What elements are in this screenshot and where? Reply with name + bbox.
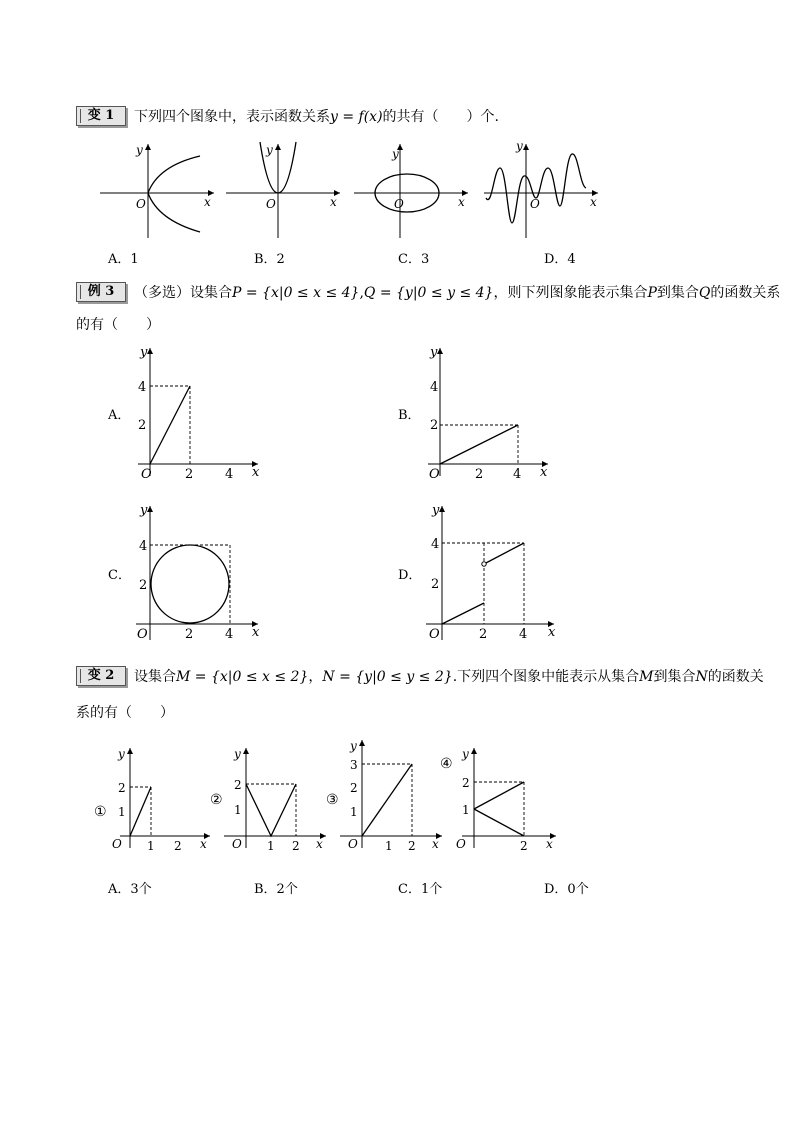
variant-2-graph-4-y: y: [462, 747, 469, 761]
example-3-graph-c-xtick-4: 4: [225, 627, 234, 642]
example-3-graph-d: [422, 500, 562, 646]
example-3-graph-a-origin: O: [141, 467, 152, 482]
example-3-graph-d-x: x: [548, 625, 556, 640]
variant-2-graph-2-label: ②: [210, 792, 223, 808]
variant-2-option-d: D．0个: [544, 882, 589, 897]
variant-2-graph-3-y: y: [350, 739, 357, 753]
example-3-graph-c-origin: O: [137, 627, 148, 642]
example-3-graph-c-y: y: [140, 503, 148, 518]
variant-2-graph-3-origin: O: [348, 837, 358, 851]
example-3-graph-a-xtick-2: 2: [185, 467, 194, 482]
variant-1-tag: 变 1: [76, 106, 126, 126]
example-3-set-q: Q = {y|0 ≤ y ≤ 4}: [363, 285, 494, 301]
example-3-graph-c: [132, 500, 266, 646]
variant-2-graph-1-ytick-2: 2: [118, 781, 126, 795]
variant-1-graph-b-origin: O: [266, 197, 276, 211]
example-3-tag: 例 3: [76, 282, 126, 302]
example-3-to: 到集合: [656, 285, 699, 301]
variant-2-graph-3-x: x: [432, 837, 439, 851]
variant-2-question-mid: .下列四个图象中能表示从集合: [452, 669, 640, 685]
example-3-graph-b-x: x: [540, 465, 548, 480]
example-3-graph-a-x: x: [252, 465, 260, 480]
example-3-q: Q: [698, 285, 711, 301]
variant-1-graph-a-y: y: [136, 143, 143, 157]
variant-2-set-m: M = {x|0 ≤ x ≤ 2}: [176, 669, 309, 685]
variant-2-graph-1-y: y: [118, 747, 125, 761]
example-3-graph-a-xtick-4: 4: [225, 467, 234, 482]
variant-2-graph-3-xtick-2: 2: [408, 839, 416, 853]
variant-2-graph-2-xtick-1: 1: [267, 839, 275, 853]
example-3-graph-d-ytick-2: 2: [431, 577, 440, 592]
example-3-option-a: A．: [108, 408, 131, 423]
variant-2-graph-1-x: x: [200, 837, 207, 851]
example-3-comma: ,: [359, 285, 364, 301]
variant-1-graph-a: [96, 138, 220, 242]
variant-2-option-a: A．3个: [108, 882, 152, 897]
variant-2-m: M: [639, 669, 654, 685]
variant-2-graph-1-origin: O: [112, 837, 122, 851]
variant-2-graph-2: [208, 744, 332, 854]
variant-2-n: N: [695, 669, 708, 685]
example-3-question-line-2: 的有（ ）: [76, 317, 160, 333]
variant-2-graph-3-ytick-3: 3: [350, 758, 358, 772]
variant-1-option-c: C．3: [398, 252, 430, 267]
example-3-question-mid: ，则下列图象能表示集合: [493, 285, 648, 301]
variant-1-graph-c-x: x: [458, 195, 465, 209]
example-3-question-end: 的函数关系: [710, 285, 781, 301]
variant-2-graph-2-ytick-2: 2: [234, 778, 242, 792]
variant-2-set-n: N = {y|0 ≤ y ≤ 2}: [322, 669, 453, 685]
variant-1-graph-a-origin: O: [136, 197, 146, 211]
example-3-set-p: P = {x|0 ≤ x ≤ 4}: [232, 285, 360, 301]
example-3-graph-b-origin: O: [429, 467, 440, 482]
variant-1-graph-c-y: y: [392, 147, 399, 161]
variant-2-to: 到集合: [653, 669, 696, 685]
example-3-question: [134, 284, 780, 302]
variant-2-graph-2-ytick-1: 1: [234, 803, 242, 817]
variant-2-graph-2-xtick-2: 2: [292, 839, 300, 853]
variant-2-graph-1-xtick-2: 2: [174, 839, 182, 853]
variant-1-option-b: B．2: [254, 252, 285, 267]
variant-1-option-a: A．1: [108, 252, 139, 267]
example-3-graph-d-y: y: [432, 503, 440, 518]
variant-2-question-pre: 设集合: [134, 669, 176, 685]
variant-2-question-end: 的函数关: [707, 669, 764, 685]
variant-1-graph-b-x: x: [330, 195, 337, 209]
variant-2-graph-4-xtick-2: 2: [520, 839, 528, 853]
variant-2-graph-3-ytick-2: 2: [350, 781, 358, 795]
variant-1-formula: y = f(x): [330, 109, 383, 125]
variant-2-graph-4-x: x: [546, 837, 553, 851]
example-3-graph-b: [422, 342, 556, 482]
example-3-graph-c-x: x: [252, 625, 260, 640]
variant-2-graph-1-ytick-1: 1: [118, 805, 126, 819]
example-3-graph-d-origin: O: [429, 627, 440, 642]
variant-1-graph-d-x: x: [590, 195, 597, 209]
example-3-graph-a-ytick-2: 2: [138, 418, 147, 433]
variant-1-graph-d: [480, 138, 604, 242]
example-3-graph-b-xtick-2: 2: [475, 467, 484, 482]
variant-2-graph-2-origin: O: [232, 837, 242, 851]
variant-2-graph-3-ytick-1: 1: [350, 805, 358, 819]
example-3-graph-a-ytick-4: 4: [138, 380, 147, 395]
variant-1-graph-d-y: y: [516, 139, 523, 153]
example-3-p: P: [647, 285, 657, 301]
variant-2-graph-4: [438, 744, 562, 854]
variant-2-graph-4-ytick-1: 1: [462, 803, 470, 817]
example-3-option-d: D．: [398, 568, 422, 583]
example-3-question-pre: （多选）设集合: [134, 285, 232, 301]
example-3-graph-b-xtick-4: 4: [513, 467, 522, 482]
example-3-graph-a: [132, 342, 266, 482]
example-3-graph-d-xtick-4: 4: [519, 627, 528, 642]
variant-2-graph-3-label: ③: [326, 792, 339, 808]
example-3-graph-d-ytick-4: 4: [431, 537, 440, 552]
variant-1-graph-c: [350, 138, 474, 242]
variant-2-graph-4-origin: O: [456, 837, 466, 851]
variant-1-question-post: 的共有（ ）个.: [382, 109, 499, 125]
variant-1-graph-c-origin: O: [394, 197, 404, 211]
example-3-graph-b-y: y: [430, 345, 438, 360]
variant-2-graph-2-x: x: [316, 837, 323, 851]
variant-2-question-line-2: 系的有（ ）: [76, 705, 174, 721]
variant-1-graph-b: [222, 138, 346, 242]
variant-2-graph-2-y: y: [234, 747, 241, 761]
example-3-graph-a-y: y: [140, 345, 148, 360]
variant-1-question-pre: 下列四个图象中，表示函数关系: [134, 109, 330, 125]
variant-1-option-d: D．4: [544, 252, 576, 267]
variant-1-graph-d-origin: O: [530, 197, 540, 211]
example-3-graph-d-xtick-2: 2: [479, 627, 488, 642]
variant-2-graph-3: [324, 736, 448, 854]
variant-1-question: [134, 108, 499, 126]
variant-2-graph-1: [92, 744, 216, 854]
example-3-graph-c-xtick-2: 2: [185, 627, 194, 642]
example-3-graph-c-ytick-4: 4: [139, 539, 148, 554]
example-3-option-c: C．: [108, 568, 131, 583]
variant-2-option-c: C．1个: [398, 882, 443, 897]
variant-2-option-b: B．2个: [254, 882, 298, 897]
variant-2-graph-4-label: ④: [440, 756, 453, 772]
example-3-graph-c-ytick-2: 2: [139, 578, 148, 593]
example-3-option-b: B．: [398, 408, 421, 423]
example-3-graph-b-ytick-2: 2: [430, 418, 439, 433]
variant-2-graph-1-xtick-1: 1: [147, 839, 155, 853]
variant-2-graph-1-label: ①: [94, 804, 107, 820]
variant-2-sep: ，: [308, 669, 323, 685]
variant-2-tag: 变 2: [76, 666, 126, 686]
variant-2-graph-3-xtick-1: 1: [385, 839, 393, 853]
variant-2-question: [134, 668, 764, 686]
variant-1-graph-b-y: y: [266, 143, 273, 157]
example-3-graph-b-ytick-4: 4: [430, 380, 439, 395]
variant-2-graph-4-ytick-2: 2: [462, 776, 470, 790]
variant-1-graph-a-x: x: [204, 195, 211, 209]
